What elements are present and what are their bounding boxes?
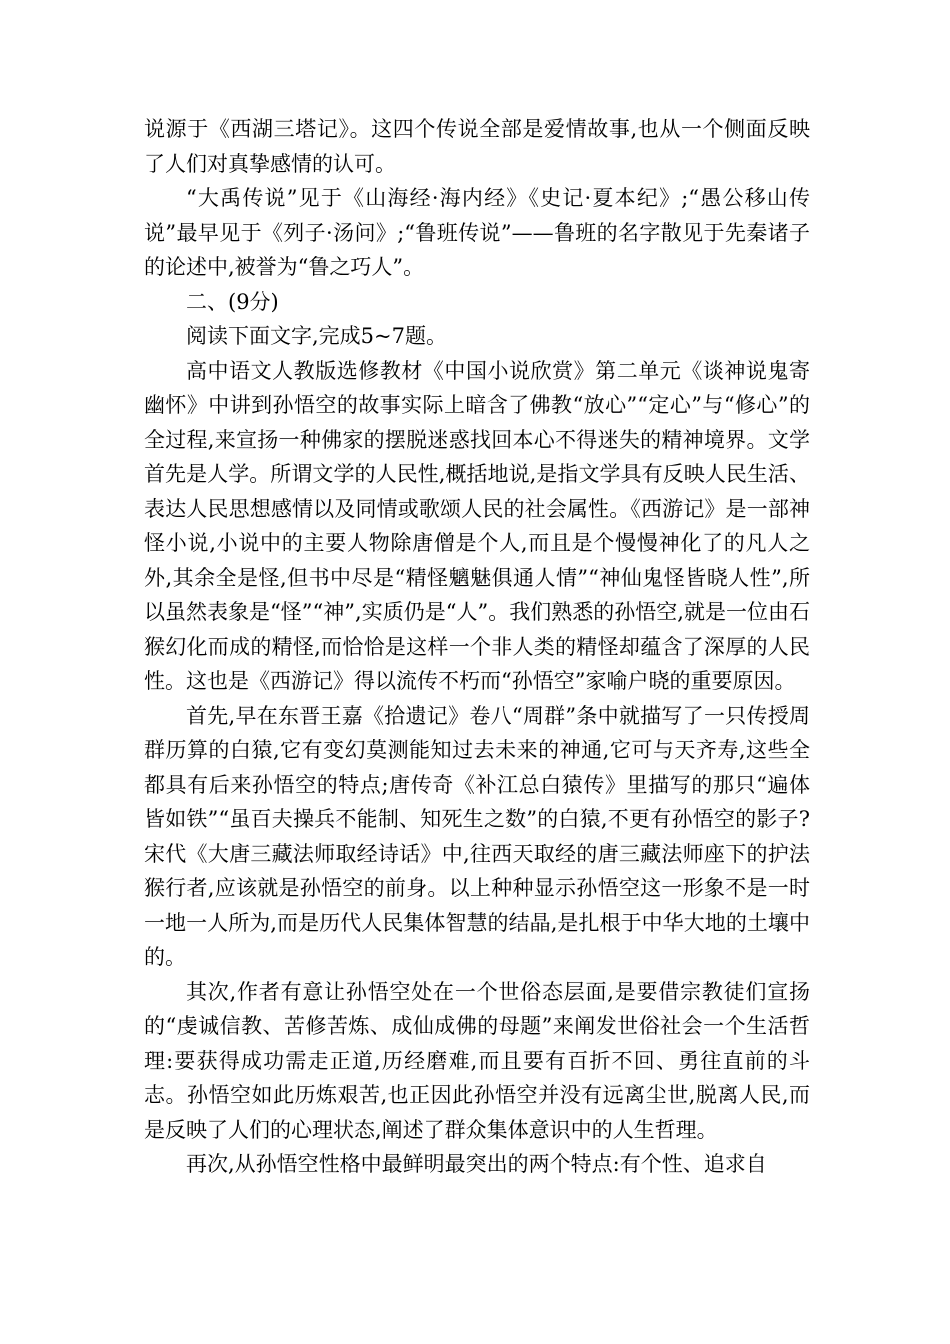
paragraph-first: 首先,早在东晋王嘉《拾遗记》卷八“周群”条中就描写了一只传授周群历算的白猿,它有变幻莫测能知过去未来的神通,它可与天齐寿,这些全都具有后来孙悟空的特点;唐传奇《补江总白猿传》里描写的那只“遍体皆如铁”“虽百夫操兵不能制、知死生之数”的白猿,不更有孙悟空的影子?宋代《大唐三藏法师取经诗话》中,往西天取经的唐三藏法师座下的护法猴行者,应该就是孙悟空的前身。以上种种显示孙悟空这一形象不是一时一地一人所为,而是历代人民集体智慧的结晶,是扎根于中华大地的土壤中的。 (144, 703, 810, 969)
reading-instruction: 阅读下面文字,完成5~7题。 (186, 324, 447, 348)
paragraph-third: 再次,从孙悟空性格中最鲜明最突出的两个特点:有个性、追求自 (186, 1152, 767, 1176)
paragraph-second: 其次,作者有意让孙悟空处在一个世俗态层面,是要借宗教徒们宣扬的“虔诚信教、苦修苦炼、成仙成佛的母题”来阐发世俗社会一个生活哲理:要获得成功需走正道,历经磨难,而且要有百折不回、勇往直前的斗志。孙悟空如此历炼艰苦,也正因此孙悟空并没有远离尘世,脱离人民,而是反映了人们的心理状态,阐述了群众集体意识中的人生哲理。 (144, 979, 810, 1142)
paragraph-intro: 高中语文人教版选修教材《中国小说欣赏》第二单元《谈神说鬼寄幽怀》中讲到孙悟空的故事实际上暗含了佛教“放心”“定心”与“修心”的全过程,来宣扬一种佛家的摆脱迷惑找回本心不得迷失的精神境界。文学首先是人学。所谓文学的人民性,概括地说,是指文学具有反映人民生活、表达人民思想感情以及同情或歌颂人民的社会属性。《西游记》是一部神怪小说,小说中的主要人物除唐僧是个人,而且是个慢慢神化了的凡人之外,其余全是怪,但书中尽是“精怪魑魅俱通人情”“神仙鬼怪皆晓人性”,所以虽然表象是“怪”“神”,实质仍是“人”。我们熟悉的孙悟空,就是一位由石猴幻化而成的精怪,而恰恰是这样一个非人类的精怪却蕴含了深厚的人民性。这也是《西游记》得以流传不朽而“孙悟空”家喻户晓的重要原因。 (144, 358, 810, 693)
paragraph-continuation: 说源于《西湖三塔记》。这四个传说全部是爱情故事,也从一个侧面反映了人们对真挚感情的认可。 (144, 117, 810, 176)
paragraph-legends: “大禹传说”见于《山海经·海内经》《史记·夏本纪》;“愚公移山传说”最早见于《列子·汤问》;“鲁班传说”——鲁班的名字散见于先秦诸子的论述中,被誉为“鲁之巧人”。 (144, 186, 810, 279)
section-heading: 二、(9分) (186, 289, 279, 314)
document-page (144, 112, 810, 1182)
